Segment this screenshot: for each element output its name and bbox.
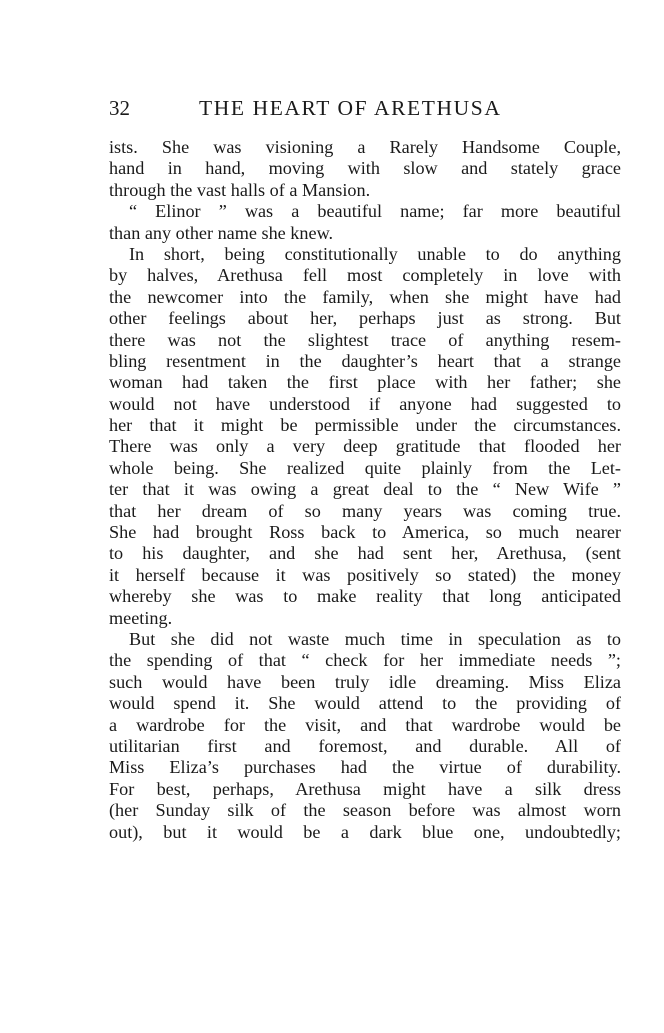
text-line: it herself because it was positively so stated) the money xyxy=(109,564,621,585)
body-text xyxy=(109,137,621,843)
text-line: utilitarian first and foremost, and durable. All of xyxy=(109,735,621,756)
text-line: whereby she was to make reality that long anticipated xyxy=(109,586,621,607)
text-line: “ Elinor ” was a beautiful name; far more beautiful xyxy=(129,201,621,222)
text-line: Miss Eliza’s purchases had the virtue of durability. xyxy=(109,757,621,778)
text-line: other feelings about her, perhaps just as strong. But xyxy=(109,308,621,329)
text-line: For best, perhaps, Arethusa might have a silk dress xyxy=(109,778,621,799)
page-number: 32 xyxy=(109,96,130,120)
text-line: than any other name she knew. xyxy=(109,222,334,243)
text-line: ter that it was owing a great deal to the “ New Wife ” xyxy=(109,479,621,500)
text-line: In short, being constitutionally unable to do anything xyxy=(129,243,621,264)
text-line: meeting. xyxy=(109,607,173,628)
text-line: hand in hand, moving with slow and stately grace xyxy=(109,158,621,179)
running-title: THE HEART OF ARETHUSA xyxy=(199,96,502,120)
text-line: the newcomer into the family, when she might have had xyxy=(109,286,621,307)
text-line: there was not the slightest trace of anything resem- xyxy=(109,329,621,350)
text-line: woman had taken the first place with her father; she xyxy=(109,372,621,393)
text-line: There was only a very deep gratitude that flooded her xyxy=(109,436,621,457)
text-line: that her dream of so many years was coming true. xyxy=(109,500,621,521)
text-line: a wardrobe for the visit, and that wardrobe would be xyxy=(109,714,621,735)
text-line: would spend it. She would attend to the providing of xyxy=(109,693,621,714)
text-line: such would have been truly idle dreaming. Miss Eliza xyxy=(109,671,621,692)
text-line: out), but it would be a dark blue one, undoubtedly; xyxy=(109,821,621,842)
text-line: She had brought Ross back to America, so much nearer xyxy=(109,522,621,543)
text-line: But she did not waste much time in speculation as to xyxy=(129,628,621,649)
running-head xyxy=(109,93,621,123)
text-line: by halves, Arethusa fell most completely in love with xyxy=(109,265,621,286)
text-line: bling resentment in the daughter’s heart that a strange xyxy=(109,350,621,371)
text-line: through the vast halls of a Mansion. xyxy=(109,179,371,200)
text-line: whole being. She realized quite plainly from the Let- xyxy=(109,457,621,478)
text-line: would not have understood if anyone had suggested to xyxy=(109,393,621,414)
text-line: to his daughter, and she had sent her, Arethusa, (sent xyxy=(109,543,621,564)
text-line: her that it might be permissible under the circumstances. xyxy=(109,415,621,436)
text-line: ists. She was visioning a Rarely Handsome Couple, xyxy=(109,137,621,157)
text-line: the spending of that “ check for her immediate needs ”; xyxy=(109,650,621,671)
text-line: (her Sunday silk of the season before was almost worn xyxy=(109,800,621,821)
